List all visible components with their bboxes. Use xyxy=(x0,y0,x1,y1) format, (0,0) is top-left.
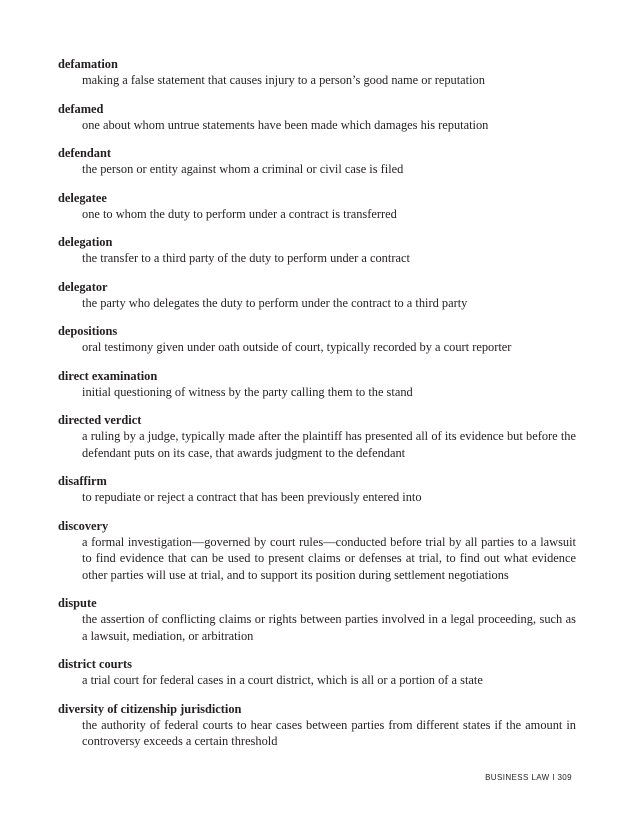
glossary-definition: a trial court for federal cases in a court district, which is all or a portion of a state xyxy=(82,673,483,687)
glossary-entry xyxy=(58,656,576,689)
glossary-definition: the person or entity against whom a criminal or civil case is filed xyxy=(82,162,404,176)
glossary-definition: one to whom the duty to perform under a contract is transferred xyxy=(82,206,397,221)
glossary-term: depositions xyxy=(58,324,118,338)
glossary-definition: a formal investigation—governed by court rules—conducted before trial by all parties to a lawsuit to find evidence that can be used to present claims or defenses at trial, to find out what evidence other parties will use at trial, and to support its position during settlement negotiations xyxy=(82,534,576,582)
glossary-entry xyxy=(58,473,576,506)
glossary-term: discovery xyxy=(58,518,109,533)
glossary-definition: the authority of federal courts to hear cases between parties from different states if the amount in controversy exceeds a certain threshold xyxy=(82,717,576,748)
glossary-term: direct examination xyxy=(58,368,158,383)
glossary-term: directed verdict xyxy=(58,413,142,427)
glossary-term: district courts xyxy=(58,657,132,671)
glossary-term: delegation xyxy=(58,235,113,249)
glossary-term: delegator xyxy=(58,279,108,294)
glossary-entry xyxy=(58,190,576,223)
glossary-entry xyxy=(58,323,576,356)
glossary-term: delegatee xyxy=(58,190,107,205)
glossary-entry xyxy=(58,368,576,401)
glossary-page xyxy=(58,56,576,762)
glossary-term: defamed xyxy=(58,101,104,116)
glossary-definition: the party who delegates the duty to perform under the contract to a third party xyxy=(82,295,468,310)
glossary-term: disaffirm xyxy=(58,474,107,488)
glossary-definition: oral testimony given under oath outside of court, typically recorded by a court reporter xyxy=(82,340,512,354)
glossary-entry xyxy=(58,701,576,750)
glossary-definition: initial questioning of witness by the party calling them to the stand xyxy=(82,384,413,399)
glossary-entry xyxy=(58,279,576,312)
glossary-term: diversity of citizenship jurisdiction xyxy=(58,701,242,716)
glossary-term: dispute xyxy=(58,596,97,610)
glossary-definition: a ruling by a judge, typically made after the plaintiff has presented all of its evidence but before the defendant puts on its case, that awards judgment to the defendant xyxy=(82,429,576,460)
glossary-entry xyxy=(58,234,576,267)
glossary-definition: to repudiate or reject a contract that has been previously entered into xyxy=(82,490,422,504)
glossary-entry xyxy=(58,101,576,134)
glossary-entry xyxy=(58,145,576,178)
glossary-term: defendant xyxy=(58,146,112,160)
glossary-entry xyxy=(58,595,576,644)
glossary-definition: one about whom untrue statements have been made which damages his reputation xyxy=(82,117,489,132)
page-footer: BUSINESS LAW I 309 xyxy=(485,773,572,782)
glossary-term: defamation xyxy=(58,57,118,71)
glossary-entry xyxy=(58,412,576,461)
glossary-entry xyxy=(58,518,576,584)
glossary-definition: making a false statement that causes injury to a person’s good name or reputation xyxy=(82,73,485,87)
glossary-definition: the assertion of conflicting claims or rights between parties involved in a legal proceeding, such as a lawsuit, mediation, or arbitration xyxy=(82,612,576,643)
glossary-entry xyxy=(58,56,576,89)
glossary-definition: the transfer to a third party of the duty to perform under a contract xyxy=(82,251,410,265)
